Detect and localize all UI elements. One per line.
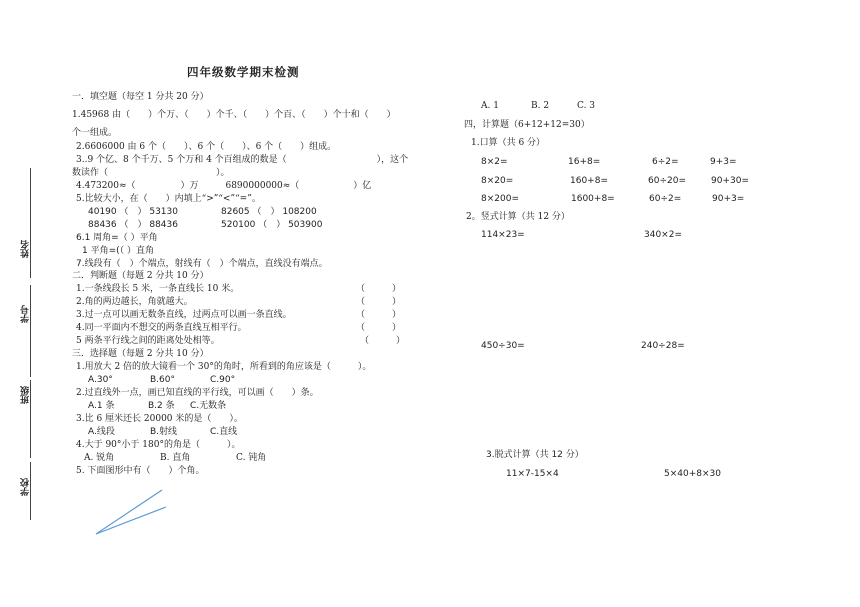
section-2-heading: 二．判断题（每题 2 分共 10 分） bbox=[72, 271, 209, 281]
choice-1-c: C.90° bbox=[210, 375, 236, 385]
choice-3-b: B.射线 bbox=[150, 427, 178, 437]
choice-4-b: B. 直角 bbox=[160, 453, 191, 463]
vertical-calc-4: 240÷28= bbox=[641, 341, 685, 351]
choice-1: 1.用放大 2 倍的放大镜看一个 30°的角时，所看到的角应该是（ ）。 bbox=[76, 362, 372, 372]
judge-1-paren: （ ） bbox=[356, 284, 402, 294]
choice-2: 2.过直线外一点，画已知直线的平行线，可以画（ ）条。 bbox=[76, 388, 319, 398]
oral-item: 1600+8= bbox=[571, 194, 615, 204]
question-6b: 1 平角=(（ ）直角 bbox=[82, 246, 155, 256]
oral-heading: 1.口算（共 6 分） bbox=[471, 138, 546, 148]
oral-item: 160+8= bbox=[570, 176, 608, 186]
step-calc-heading: 3.脱式计算（共 12 分） bbox=[486, 450, 584, 460]
judge-3: 3.过一点可以画无数条直线，过两点可以画一条直线。 bbox=[76, 310, 292, 320]
name-label: 姓名 bbox=[21, 240, 31, 258]
question-6a: 6.1 周角=（ ）平角 bbox=[76, 233, 158, 243]
class-label: 班级 bbox=[21, 386, 31, 404]
choice-2-b: B.2 条 bbox=[148, 401, 175, 411]
angle-figure bbox=[90, 488, 170, 538]
question-3-line-1: 3..9 个亿、8 个千万、5 个万和 4 个百组成的数是（ ），这个 bbox=[76, 155, 409, 165]
choice-4: 4.大于 90°小于 180°的角是（ ）。 bbox=[76, 440, 241, 450]
question-5: 5.比较大小，在（ ）内填上“>”“<”“=”。 bbox=[76, 194, 261, 204]
oral-item: 8×20= bbox=[481, 176, 514, 186]
choice-4-c: C. 钝角 bbox=[236, 453, 267, 463]
question-1-line-2: 个一组成。 bbox=[72, 128, 118, 138]
vertical-calc-heading: 2。竖式计算（共 12 分） bbox=[466, 212, 570, 222]
oral-item: 16+8= bbox=[568, 157, 601, 167]
choice-4-a: A. 锐角 bbox=[84, 453, 115, 463]
step-calc-1: 11×7-15×4 bbox=[506, 469, 559, 479]
school-label: 学校 bbox=[21, 478, 31, 496]
judge-2: 2.角的两边越长，角就越大。 bbox=[76, 297, 193, 307]
oral-item: 90+3= bbox=[712, 194, 745, 204]
oral-item: 90+30= bbox=[711, 176, 749, 186]
choice-5: 5. 下面图形中有（ ）个角。 bbox=[76, 466, 205, 476]
question-2: 2.6606000 由 6 个（ ）、6 个（ ）、6 个（ ）组成。 bbox=[76, 142, 337, 152]
name-line bbox=[30, 168, 31, 278]
choice-3-c: C.直线 bbox=[210, 427, 238, 437]
student-no-line bbox=[30, 285, 31, 377]
question-1-line-1: 1.45968 由（ ）个万、（ ）个千、（ ）个百、（ ）个十和（ ） bbox=[72, 110, 396, 120]
question-7: 7.线段有（ ）个端点，射线有（ ）个端点，直线没有端点。 bbox=[76, 259, 328, 269]
choice-5-b: B. 2 bbox=[531, 101, 550, 111]
judge-4: 4.同一平面内不想交的两条直线互相平行。 bbox=[76, 323, 247, 333]
choice-3: 3.比 6 厘米还长 20000 米的是（ ）。 bbox=[76, 414, 243, 424]
oral-item: 60÷2= bbox=[649, 194, 682, 204]
judge-4-paren: （ ） bbox=[356, 323, 402, 333]
section-3-heading: 三．选择题（每题 2 分共 10 分） bbox=[72, 349, 209, 359]
choice-1-a: A.30° bbox=[88, 375, 113, 385]
oral-item: 8×200= bbox=[481, 194, 519, 204]
choice-5-c: C. 3 bbox=[577, 101, 596, 111]
compare-2a: 88436 （ ） 88436 bbox=[88, 220, 178, 230]
compare-1a: 40190 （ ） 53130 bbox=[88, 207, 178, 217]
oral-item: 60÷20= bbox=[648, 176, 686, 186]
section-1-heading: 一．填空题（每空 1 分共 20 分） bbox=[72, 92, 209, 102]
student-no-label: 学号 bbox=[21, 305, 31, 323]
compare-2b: 520100 （ ） 503900 bbox=[221, 220, 323, 230]
choice-1-b: B.60° bbox=[150, 375, 175, 385]
choice-2-c: C.无数条 bbox=[190, 401, 227, 411]
step-calc-2: 5×40+8×30 bbox=[664, 469, 721, 479]
compare-1b: 82605 （ ） 108200 bbox=[221, 207, 317, 217]
vertical-calc-2: 340×2= bbox=[644, 230, 682, 240]
choice-3-a: A.线段 bbox=[88, 427, 115, 437]
judge-3-paren: （ ） bbox=[356, 310, 402, 320]
vertical-calc-3: 450÷30= bbox=[481, 341, 525, 351]
question-4: 4.473200≈（ ）万 6890000000≈（ ）亿 bbox=[76, 181, 372, 191]
judge-2-paren: （ ） bbox=[356, 297, 402, 307]
question-3-line-2: 数读作（ ）。 bbox=[72, 168, 230, 178]
vertical-calc-1: 114×23= bbox=[481, 230, 525, 240]
choice-2-a: A.1 条 bbox=[88, 401, 115, 411]
judge-5-paren: （ ） bbox=[360, 336, 406, 346]
choice-5-a: A. 1 bbox=[481, 101, 499, 111]
oral-item: 6÷2= bbox=[652, 157, 679, 167]
section-4-heading: 四，计算题（6+12+12=30） bbox=[464, 120, 590, 130]
oral-item: 8×2= bbox=[481, 157, 508, 167]
page-title: 四年级数学期末检测 bbox=[187, 65, 300, 79]
judge-1: 1.一条线段长 5 米，一条直线长 10 米。 bbox=[76, 284, 240, 294]
judge-5: 5 两条平行线之间的距离处处相等。 bbox=[76, 336, 220, 346]
oral-item: 9+3= bbox=[710, 157, 737, 167]
